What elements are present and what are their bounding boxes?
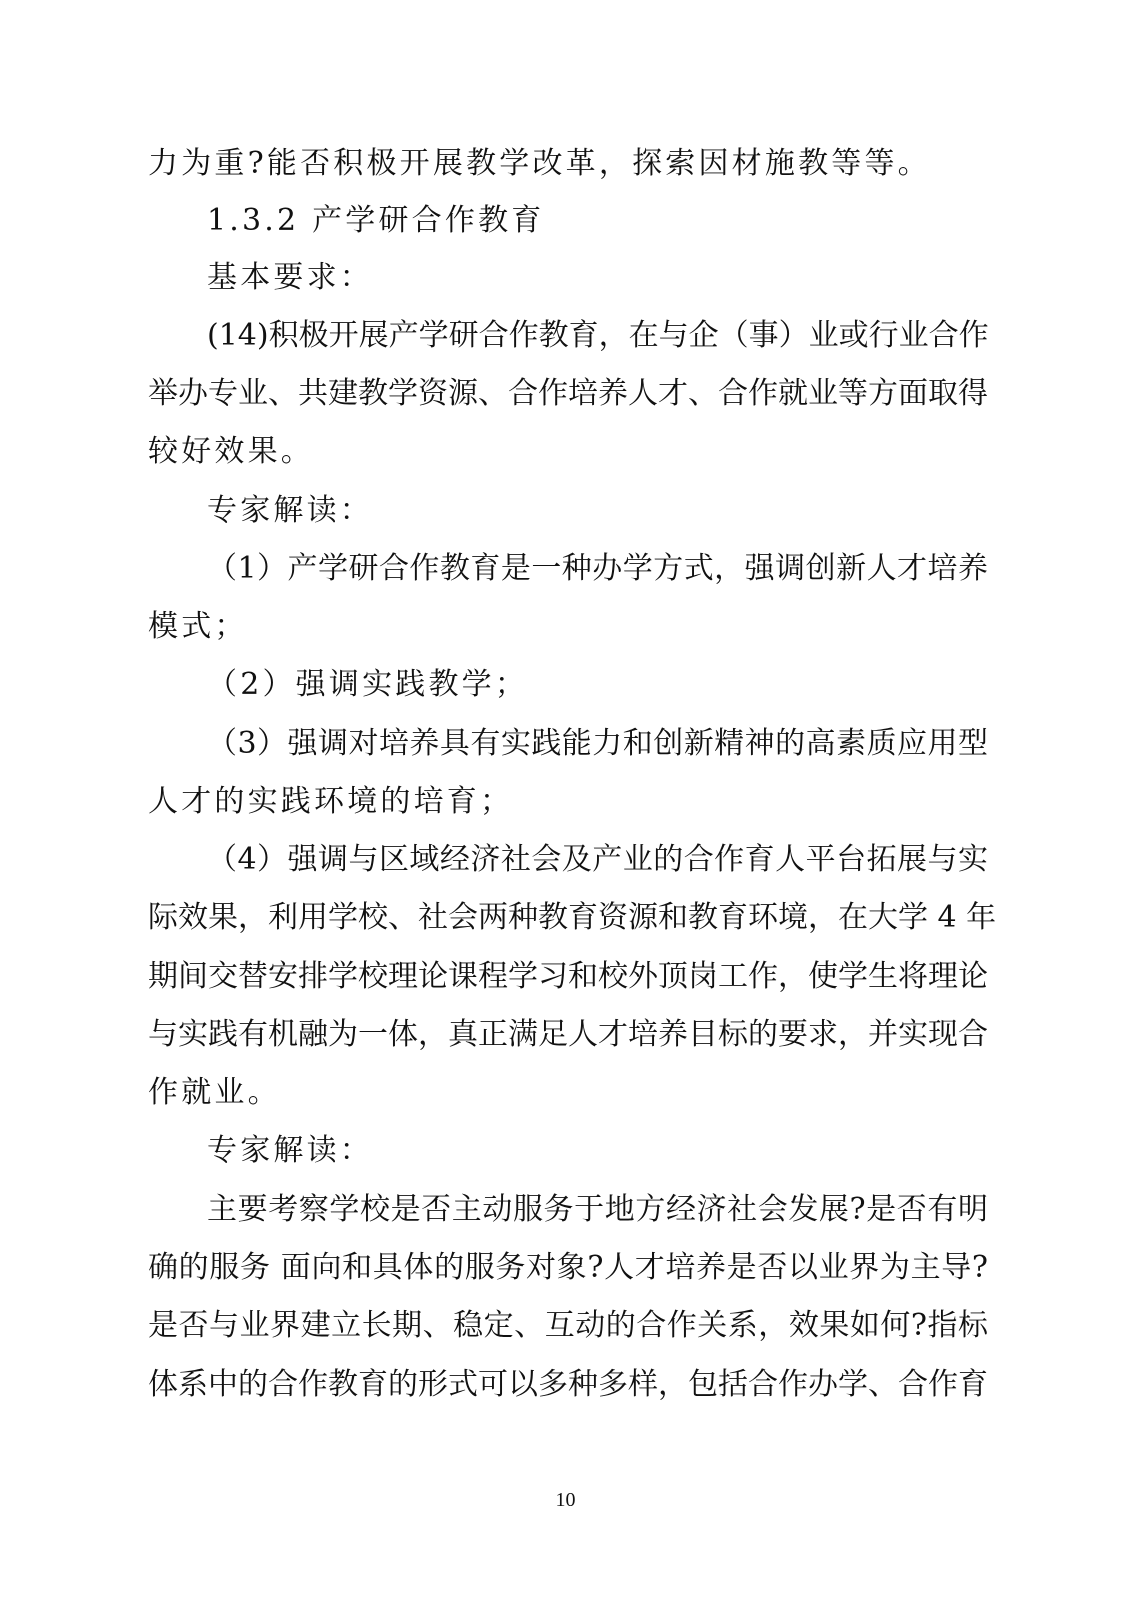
text-line: 力为重?能否积极开展教学改革，探索因材施教等等。 [148, 146, 931, 181]
text-line: （1）产学研合作教育是一种办学方式，强调创新人才培养 [207, 551, 988, 586]
text-line: 举办专业、共建教学资源、合作培养人才、合作就业等方面取得 [148, 376, 988, 411]
page-number: 10 [555, 1489, 576, 1511]
text-line: 较好效果。 [148, 434, 314, 469]
text-line: 是否与业界建立长期、稳定、互动的合作关系，效果如何?指标 [148, 1308, 988, 1343]
subheading: 专家解读： [207, 1133, 373, 1168]
text-line: 作就业。 [148, 1075, 281, 1110]
text-line: 体系中的合作教育的形式可以多种多样，包括合作办学、合作育 [148, 1367, 988, 1402]
text-line: 与实践有机融为一体，真正满足人才培养目标的要求，并实现合 [148, 1017, 988, 1052]
text-line: (14)积极开展产学研合作教育，在与企（事）业或行业合作 [207, 318, 989, 353]
subheading: 基本要求： [207, 260, 373, 295]
text-line: （4）强调与区域经济社会及产业的合作育人平台拓展与实 [207, 842, 988, 877]
text-line: （3）强调对培养具有实践能力和创新精神的高素质应用型 [207, 726, 988, 761]
text-line: （2）强调实践教学； [207, 667, 529, 702]
text-line: 模式； [148, 609, 248, 644]
text-line: 主要考察学校是否主动服务于地方经济社会发展?是否有明 [207, 1192, 988, 1227]
text-line: 期间交替安排学校理论课程学习和校外顶岗工作，使学生将理论 [148, 959, 988, 994]
text-line: 确的服务 面向和具体的服务对象?人才培养是否以业界为主导? [148, 1250, 988, 1285]
text-line: 人才的实践环境的培育； [148, 784, 514, 819]
text-line: 际效果，利用学校、社会两种教育资源和教育环境，在大学 4 年 [148, 900, 997, 935]
subheading: 专家解读： [207, 493, 373, 528]
section-heading: 1.3.2 产学研合作教育 [207, 203, 545, 238]
